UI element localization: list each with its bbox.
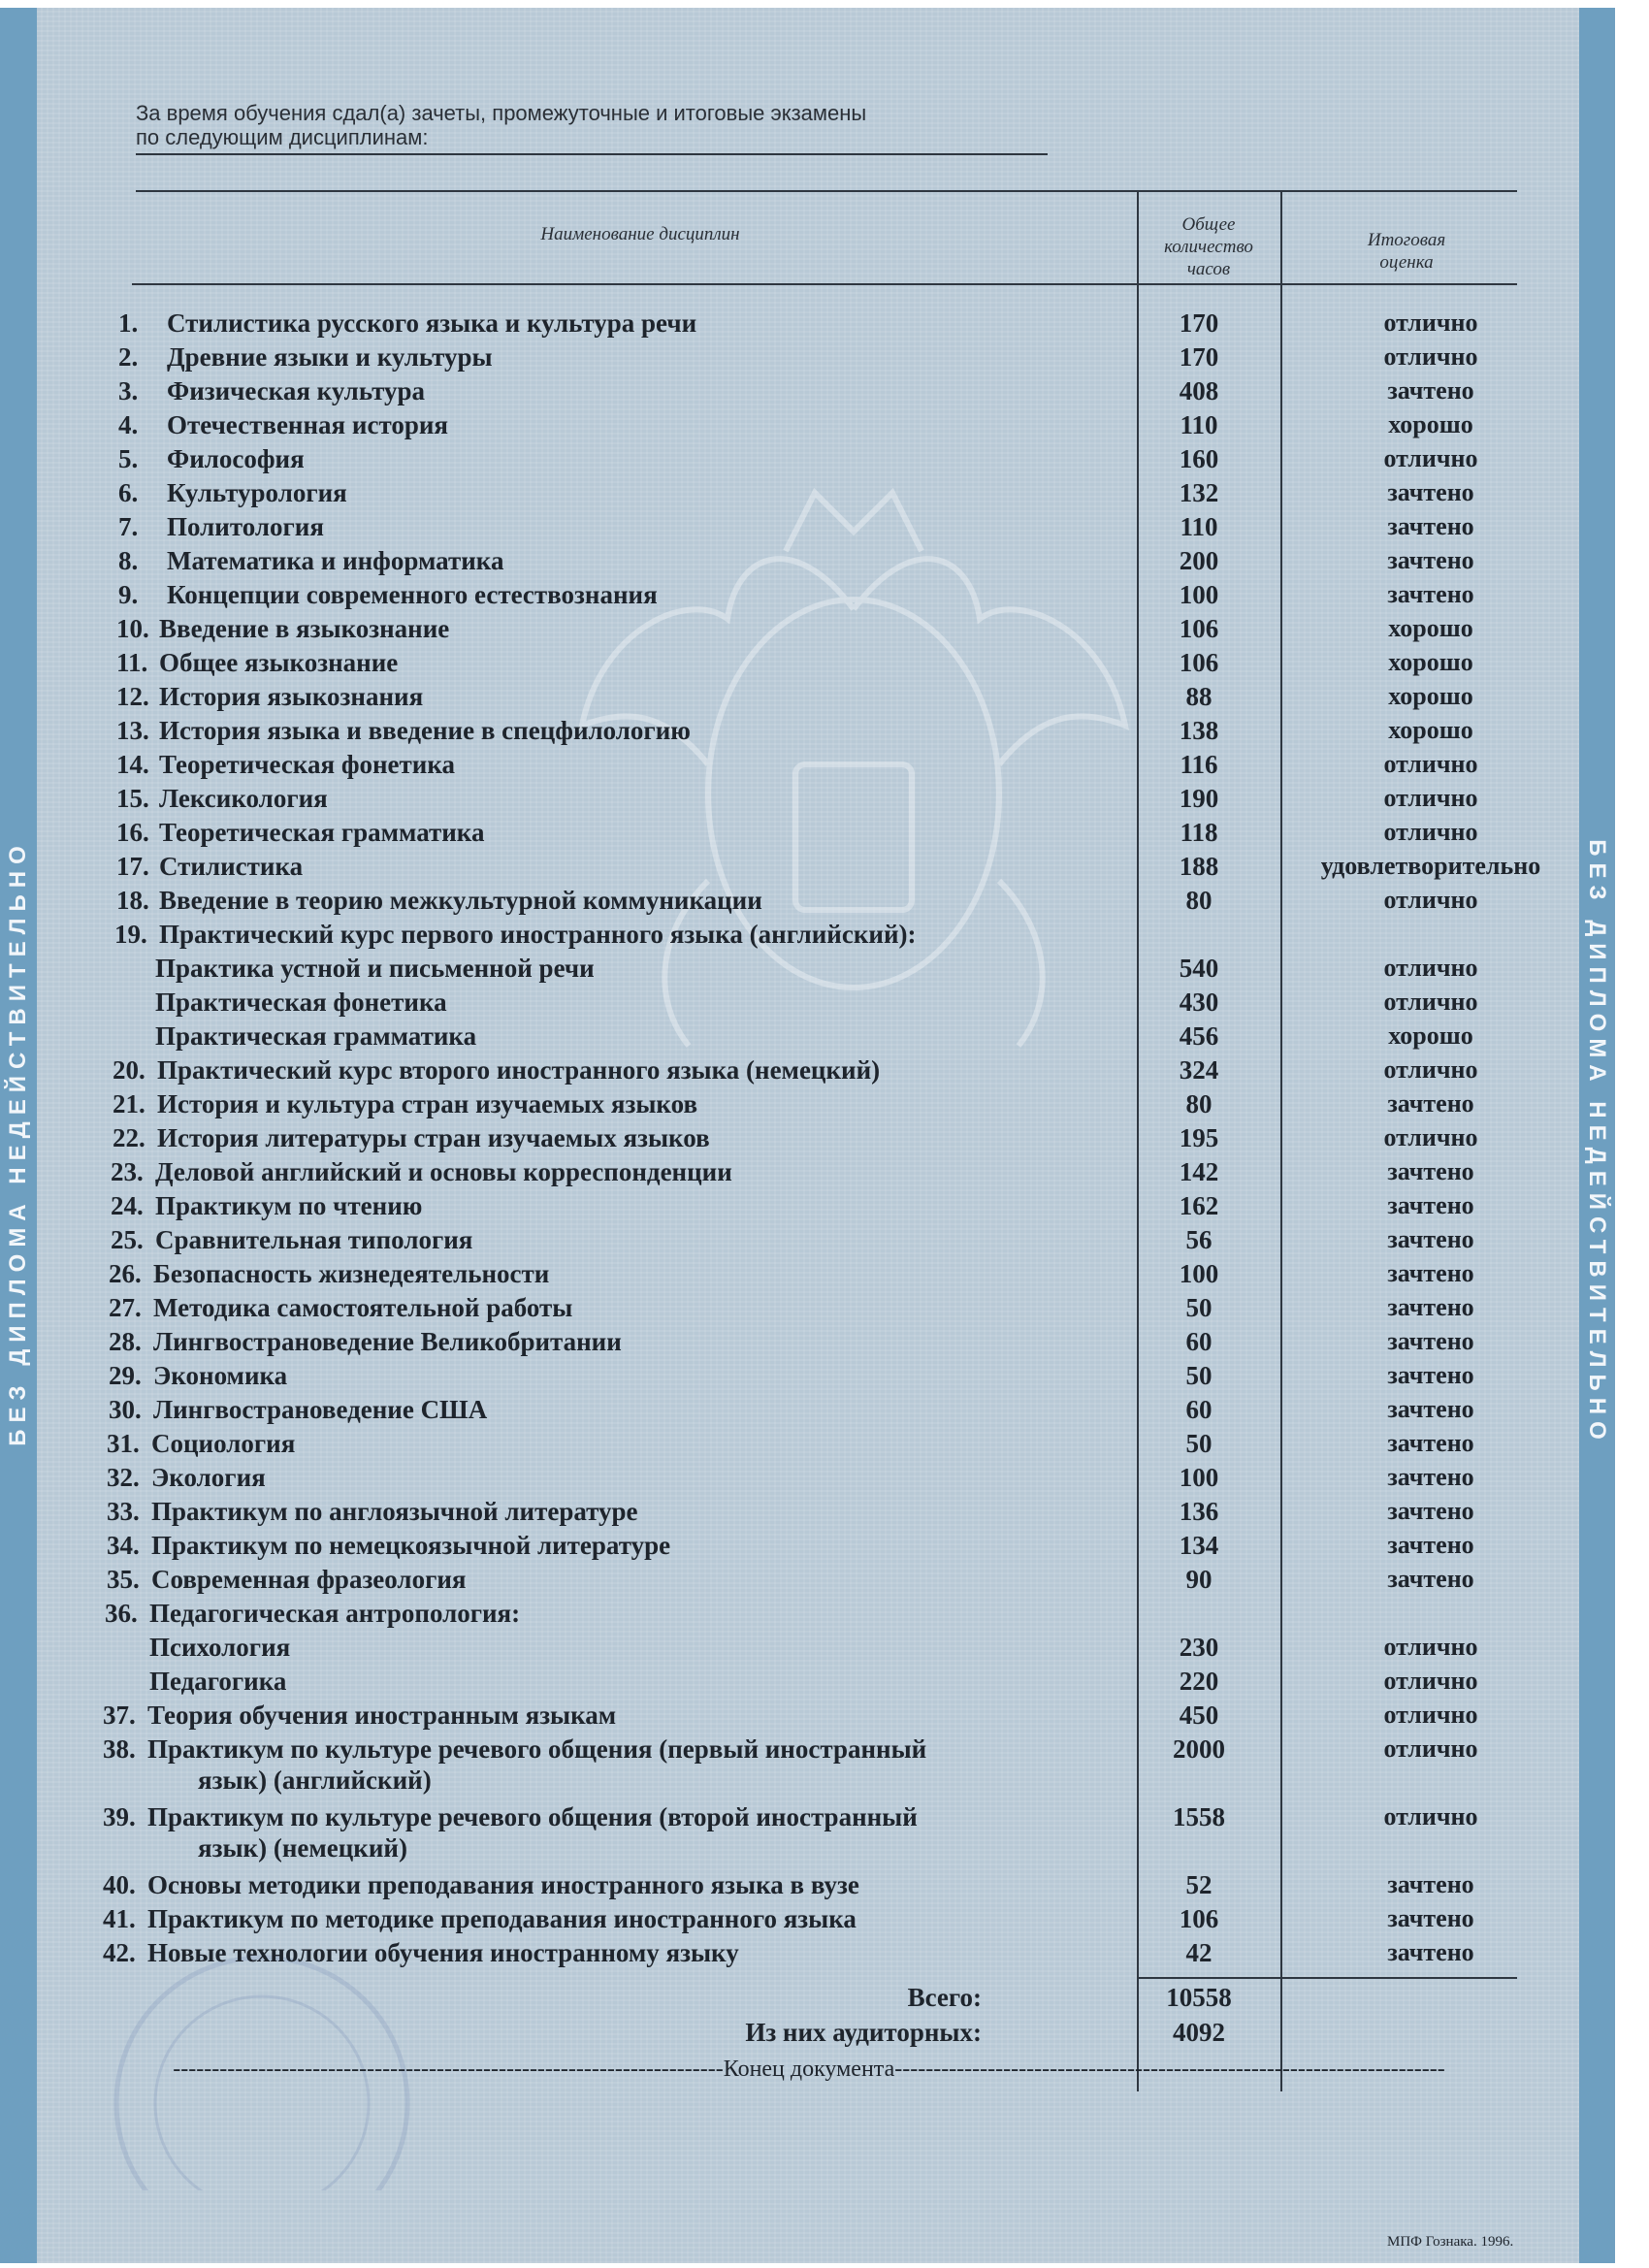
row-number: 19. (114, 920, 147, 949)
discipline-grade: отлично (1383, 1667, 1478, 1695)
discipline-hours: 142 (1179, 1157, 1219, 1186)
row-number: 2. (118, 342, 139, 372)
left-band-text: БЕЗ ДИПЛОМА НЕДЕЙСТВИТЕЛЬНО (5, 839, 31, 1446)
discipline-name: Практическая фонетика (155, 988, 447, 1017)
discipline-hours: 110 (1180, 410, 1218, 439)
discipline-name: Стилистика русского языка и культура речи (167, 308, 697, 338)
row-number: 15. (116, 784, 149, 813)
row-number: 24. (111, 1191, 144, 1220)
discipline-hours: 50 (1185, 1429, 1212, 1458)
table-row (0, 1701, 1615, 1730)
discipline-grade: отлично (1383, 444, 1478, 472)
discipline-name: Практика устной и письменной речи (155, 954, 595, 983)
table-row (0, 1429, 1615, 1458)
table-row (0, 1225, 1615, 1254)
discipline-name: Социология (151, 1429, 296, 1458)
table-row (0, 1565, 1615, 1594)
row-number: 29. (109, 1361, 142, 1390)
intro-line-1: За время обучения сдал(а) зачеты, промежуточные и итоговые экзамены (136, 101, 867, 125)
row-number: 26. (109, 1259, 142, 1288)
table-row (0, 1293, 1615, 1322)
row-number: 34. (107, 1531, 140, 1560)
discipline-hours: 2000 (1173, 1734, 1225, 1764)
row-number: 1. (118, 308, 139, 338)
table-row (0, 682, 1615, 711)
total-value: 10558 (1166, 1983, 1232, 2012)
discipline-hours: 162 (1179, 1191, 1219, 1220)
discipline-grade: отлично (1383, 1123, 1478, 1151)
row-number: 30. (109, 1395, 142, 1424)
discipline-hours: 190 (1179, 784, 1219, 813)
table-row (0, 1870, 1615, 1899)
discipline-hours: 60 (1185, 1395, 1212, 1424)
discipline-grade: отлично (1383, 1633, 1478, 1661)
discipline-name: Древние языки и культуры (167, 342, 493, 372)
row-number: 8. (118, 546, 139, 575)
discipline-hours: 116 (1180, 750, 1218, 779)
header-hours-line-2: количество (1164, 237, 1253, 257)
table-row (0, 410, 1615, 439)
discipline-hours: 106 (1179, 648, 1219, 677)
discipline-hours: 430 (1179, 988, 1219, 1017)
discipline-grade: зачтено (1387, 1531, 1474, 1559)
discipline-name: Практикум по англоязычной литературе (151, 1497, 638, 1526)
discipline-name: Стилистика (159, 852, 304, 881)
discipline-hours: 324 (1179, 1055, 1219, 1085)
table-row (0, 1327, 1615, 1356)
discipline-name: Введение в языкознание (159, 614, 450, 643)
discipline-name: Основы методики преподавания иностранного языка в вузе (147, 1870, 859, 1899)
row-number: 10. (116, 614, 149, 643)
row-number: 32. (107, 1463, 140, 1492)
classroom-hours-value: 4092 (1173, 2018, 1225, 2047)
discipline-hours: 200 (1179, 546, 1219, 575)
row-number: 33. (107, 1497, 140, 1526)
table-row (0, 478, 1615, 507)
row-number: 31. (107, 1429, 140, 1458)
discipline-name: Теория обучения иностранным языкам (147, 1701, 617, 1730)
discipline-hours: 1558 (1173, 1802, 1225, 1831)
row-number: 28. (109, 1327, 142, 1356)
table-row (0, 1157, 1615, 1186)
discipline-name: История литературы стран изучаемых языков (157, 1123, 710, 1152)
discipline-grade: отлично (1383, 1701, 1478, 1729)
discipline-hours: 132 (1179, 478, 1219, 507)
discipline-grade: отлично (1383, 1734, 1478, 1763)
discipline-grade: зачтено (1387, 1395, 1474, 1423)
discipline-grade: удовлетворительно (1320, 852, 1541, 880)
discipline-grade: зачтено (1387, 1429, 1474, 1457)
discipline-hours: 138 (1179, 716, 1219, 745)
discipline-grade: зачтено (1387, 1089, 1474, 1118)
discipline-name: Деловой английский и основы корреспонденции (155, 1157, 732, 1186)
table-row (0, 1055, 1615, 1085)
discipline-hours: 88 (1185, 682, 1212, 711)
row-number: 17. (116, 852, 149, 881)
table-row (0, 818, 1615, 847)
table-row (0, 852, 1615, 881)
discipline-grade: зачтено (1387, 1293, 1474, 1321)
discipline-name: Методика самостоятельной работы (153, 1293, 573, 1322)
table-row (0, 716, 1615, 745)
table-row (0, 1904, 1615, 1933)
table-row (0, 512, 1615, 541)
discipline-grade: зачтено (1387, 1361, 1474, 1389)
discipline-hours: 100 (1179, 1259, 1219, 1288)
table-top-rule (136, 190, 1517, 192)
discipline-hours: 100 (1179, 1463, 1219, 1492)
discipline-hours: 100 (1179, 580, 1219, 609)
discipline-grade: хорошо (1388, 682, 1473, 710)
table-row (0, 1633, 1615, 1662)
discipline-name: История языкознания (159, 682, 424, 711)
table-row (0, 1021, 1615, 1051)
table-row (0, 1833, 1615, 1863)
discipline-grade: зачтено (1387, 1870, 1474, 1898)
table-header-rule (132, 283, 1517, 285)
discipline-grade: зачтено (1387, 512, 1474, 540)
table-row (0, 648, 1615, 677)
table-row (0, 1497, 1615, 1526)
table-row (0, 444, 1615, 473)
end-dashes-right: ----------------------------------------------------------------------- (894, 2057, 1445, 2082)
discipline-hours: 195 (1179, 1123, 1219, 1152)
table-row (0, 580, 1615, 609)
discipline-hours: 42 (1185, 1938, 1212, 1967)
discipline-grade: зачтено (1387, 1327, 1474, 1355)
discipline-hours: 80 (1185, 1089, 1212, 1118)
table-row (0, 376, 1615, 405)
discipline-hours: 160 (1179, 444, 1219, 473)
end-dashes-left: ----------------------------------------------------------------------- (173, 2057, 724, 2082)
discipline-hours: 90 (1185, 1565, 1212, 1594)
row-number: 7. (118, 512, 139, 541)
row-number: 25. (111, 1225, 144, 1254)
diploma-supplement-sheet (0, 8, 1615, 2263)
table-row (0, 1089, 1615, 1118)
discipline-name: Практический курс первого иностранного языка (английский): (159, 920, 917, 949)
discipline-hours: 408 (1179, 376, 1219, 405)
discipline-name: Экология (151, 1463, 266, 1492)
discipline-grade: отлично (1383, 818, 1478, 846)
table-row (0, 614, 1615, 643)
discipline-hours: 110 (1180, 512, 1218, 541)
row-number: 23. (111, 1157, 144, 1186)
intro-underline (136, 153, 1048, 155)
intro-text (136, 101, 1086, 149)
table-row (0, 1599, 1615, 1628)
discipline-grade: зачтено (1387, 1938, 1474, 1966)
discipline-name: Концепции современного естествознания (167, 580, 658, 609)
row-number: 41. (103, 1904, 136, 1933)
discipline-name: Практикум по культуре речевого общения (первый иностранный (147, 1734, 927, 1764)
discipline-name: Лексикология (159, 784, 328, 813)
row-number: 4. (118, 410, 139, 439)
row-number: 16. (116, 818, 149, 847)
discipline-grade: зачтено (1387, 1191, 1474, 1219)
discipline-grade: зачтено (1387, 1463, 1474, 1491)
discipline-name: Безопасность жизнедеятельности (153, 1259, 550, 1288)
row-number: 9. (118, 580, 139, 609)
classroom-hours-label: Из них аудиторных: (745, 2018, 982, 2047)
row-number: 37. (103, 1701, 136, 1730)
table-row (0, 1802, 1615, 1831)
discipline-name: Лингвострановедение Великобритании (153, 1327, 622, 1356)
discipline-grade: отлично (1383, 1055, 1478, 1084)
discipline-name-continuation: язык) (английский) (198, 1766, 432, 1795)
table-row (0, 342, 1615, 372)
discipline-name: Культурология (167, 478, 347, 507)
discipline-grade: зачтено (1387, 580, 1474, 608)
table-row (0, 1259, 1615, 1288)
discipline-name: Теоретическая грамматика (159, 818, 485, 847)
discipline-hours: 60 (1185, 1327, 1212, 1356)
discipline-grade: хорошо (1388, 648, 1473, 676)
discipline-name-continuation: язык) (немецкий) (198, 1833, 407, 1863)
row-number: 20. (113, 1055, 146, 1085)
row-number: 13. (116, 716, 149, 745)
row-number: 21. (113, 1089, 146, 1118)
discipline-hours: 50 (1185, 1293, 1212, 1322)
discipline-name: Лингвострановедение США (153, 1395, 488, 1424)
row-number: 22. (113, 1123, 146, 1152)
discipline-grade: хорошо (1388, 716, 1473, 744)
discipline-name: Практикум по чтению (155, 1191, 423, 1220)
discipline-hours: 118 (1180, 818, 1218, 847)
discipline-hours: 136 (1179, 1497, 1219, 1526)
discipline-name: Математика и информатика (167, 546, 504, 575)
discipline-grade: зачтено (1387, 1904, 1474, 1932)
header-hours (1141, 213, 1277, 280)
row-number: 3. (118, 376, 139, 405)
table-row (0, 1395, 1615, 1424)
table-row (0, 1531, 1615, 1560)
discipline-name: Экономика (153, 1361, 288, 1390)
row-number: 18. (116, 886, 149, 915)
table-row (0, 920, 1615, 949)
discipline-name: Практическая грамматика (155, 1021, 477, 1051)
table-row (0, 546, 1615, 575)
discipline-grade: отлично (1383, 1802, 1478, 1831)
row-number: 38. (103, 1734, 136, 1764)
discipline-hours: 188 (1179, 852, 1219, 881)
discipline-hours: 230 (1179, 1633, 1219, 1662)
table-row (0, 1938, 1615, 1967)
row-number: 42. (103, 1938, 136, 1967)
discipline-name: Общее языкознание (159, 648, 399, 677)
row-number: 39. (103, 1802, 136, 1831)
discipline-hours: 50 (1185, 1361, 1212, 1390)
row-number: 12. (116, 682, 149, 711)
row-number: 40. (103, 1870, 136, 1899)
discipline-name: Практикум по немецкоязычной литературе (151, 1531, 671, 1560)
discipline-name: Новые технологии обучения иностранному языку (147, 1938, 739, 1967)
discipline-hours: 56 (1185, 1225, 1212, 1254)
header-hours-line-3: часов (1186, 259, 1231, 279)
table-row (0, 886, 1615, 915)
header-discipline: Наименование дисциплин (540, 224, 740, 244)
discipline-name: Современная фразеология (151, 1565, 467, 1594)
row-number: 14. (116, 750, 149, 779)
discipline-grade: отлично (1383, 784, 1478, 812)
table-row (0, 750, 1615, 779)
header-grade (1300, 229, 1513, 274)
discipline-grade: отлично (1383, 308, 1478, 337)
discipline-grade: зачтено (1387, 1565, 1474, 1593)
discipline-grade: зачтено (1387, 376, 1474, 405)
discipline-hours: 456 (1179, 1021, 1219, 1051)
table-row (0, 988, 1615, 1017)
discipline-name: Психология (149, 1633, 291, 1662)
discipline-grade: отлично (1383, 342, 1478, 371)
discipline-name: Практикум по методике преподавания иностранного языка (147, 1904, 857, 1933)
right-band-text: БЕЗ ДИПЛОМА НЕДЕЙСТВИТЕЛЬНО (1584, 839, 1610, 1446)
discipline-hours: 106 (1179, 1904, 1219, 1933)
discipline-name: Политология (167, 512, 324, 541)
discipline-hours: 80 (1185, 886, 1212, 915)
discipline-hours: 450 (1179, 1701, 1219, 1730)
discipline-name: Педагогика (149, 1667, 287, 1696)
discipline-hours: 52 (1185, 1870, 1212, 1899)
intro-line-2: по следующим дисциплинам: (136, 125, 429, 149)
discipline-grade: зачтено (1387, 1497, 1474, 1525)
end-of-document-text: Конец документа (723, 2057, 895, 2082)
discipline-name: Практический курс второго иностранного языка (немецкий) (157, 1055, 881, 1085)
end-of-document-line (101, 2057, 1517, 2083)
discipline-name: История и культура стран изучаемых языков (157, 1089, 698, 1118)
discipline-name: Физическая культура (167, 376, 426, 405)
discipline-grade: хорошо (1388, 614, 1473, 642)
discipline-hours: 106 (1179, 614, 1219, 643)
table-row (0, 1766, 1615, 1795)
discipline-hours: 170 (1179, 342, 1219, 372)
discipline-hours: 220 (1179, 1667, 1219, 1696)
discipline-name: История языка и введение в спецфилологию (159, 716, 691, 745)
table-row (0, 1667, 1615, 1696)
discipline-grade: отлично (1383, 886, 1478, 914)
discipline-hours: 170 (1179, 308, 1219, 338)
discipline-grade: хорошо (1388, 1021, 1473, 1050)
printer-imprint: МПФ Гознака. 1996. (1387, 2234, 1514, 2250)
discipline-grade: отлично (1383, 988, 1478, 1016)
header-hours-line-1: Общее (1181, 214, 1236, 235)
discipline-name: Сравнительная типология (155, 1225, 473, 1254)
table-row (0, 784, 1615, 813)
discipline-name: Введение в теорию межкультурной коммуникации (159, 886, 762, 915)
table-row (0, 1463, 1615, 1492)
discipline-grade: зачтено (1387, 546, 1474, 574)
table-row (0, 954, 1615, 983)
table-row (0, 1123, 1615, 1152)
discipline-name: Теоретическая фонетика (159, 750, 456, 779)
total-label: Всего: (907, 1983, 982, 2012)
discipline-name: Отечественная история (167, 410, 449, 439)
discipline-name: Педагогическая антропология: (149, 1599, 521, 1628)
discipline-grade: зачтено (1387, 478, 1474, 506)
header-grade-line-2: оценка (1379, 252, 1434, 273)
discipline-name: Философия (167, 444, 305, 473)
row-number: 36. (105, 1599, 138, 1628)
discipline-hours: 540 (1179, 954, 1219, 983)
totals-rule (1137, 1977, 1517, 1979)
discipline-grade: отлично (1383, 750, 1478, 778)
discipline-name: Практикум по культуре речевого общения (второй иностранный (147, 1802, 918, 1831)
row-number: 6. (118, 478, 139, 507)
discipline-hours: 134 (1179, 1531, 1219, 1560)
discipline-grade: зачтено (1387, 1157, 1474, 1185)
discipline-grade: отлично (1383, 954, 1478, 982)
table-row (0, 1191, 1615, 1220)
discipline-grade: зачтено (1387, 1225, 1474, 1253)
table-row (0, 1361, 1615, 1390)
row-number: 5. (118, 444, 139, 473)
discipline-grade: хорошо (1388, 410, 1473, 438)
header-grade-line-1: Итоговая (1367, 230, 1446, 250)
row-number: 11. (116, 648, 148, 677)
row-number: 35. (107, 1565, 140, 1594)
row-number: 27. (109, 1293, 142, 1322)
table-row (0, 1734, 1615, 1764)
discipline-grade: зачтено (1387, 1259, 1474, 1287)
table-row (0, 308, 1615, 338)
